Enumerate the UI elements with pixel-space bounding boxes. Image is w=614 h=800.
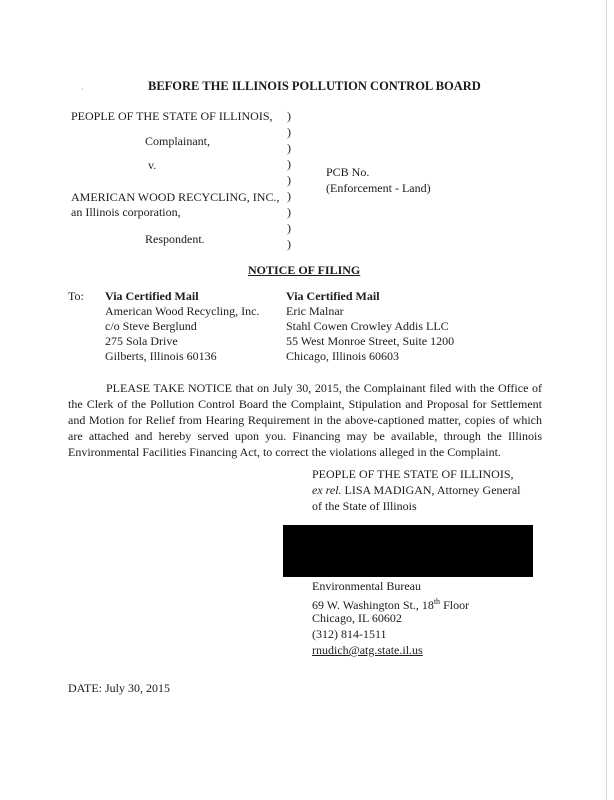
recipient-line: American Wood Recycling, Inc. [105,304,260,318]
notice-title: NOTICE OF FILING [248,263,361,277]
caption-paren: ) [287,141,291,155]
caption-paren: ) [287,109,291,123]
caption-paren: ) [287,189,291,203]
caption-paren: ) [287,157,291,171]
caption-paren: ) [287,205,291,219]
recipient-method: Via Certified Mail [286,289,380,303]
bureau-email-link[interactable]: rnudich@atg.state.il.us [312,643,423,657]
notice-body [68,380,542,460]
board-title: BEFORE THE ILLINOIS POLLUTION CONTROL BOARD [148,79,481,93]
to-label: To: [68,289,84,303]
notice-body-text: PLEASE TAKE NOTICE that on July 30, 2015, the Complainant filed with the Office of the Clerk of the Pollution Control Board the Complaint, Stipulation and Proposal for Settlement and Motion for Relief from Hearing Requirement in the above-captioned matter, copies of which are attached and hereby served upon you. Financing may be available, through the Illinois Environmental Facilities Financing Act, to correct the violations alleged in the Complaint. [68,381,542,459]
recipient-line: Stahl Cowen Crowley Addis LLC [286,319,449,333]
recipient-line: Eric Malnar [286,304,344,318]
pcb-number: PCB No. [326,165,370,179]
bureau-name: Environmental Bureau [312,579,421,593]
redaction-block [283,525,533,577]
recipient-line: 275 Sola Drive [105,334,178,348]
recipient-line: Gilberts, Illinois 60136 [105,349,217,363]
signature-state: of the State of Illinois [312,499,417,513]
respondent-role: Respondent. [145,232,205,246]
caption-paren: ) [287,125,291,139]
caption-paren: ) [287,221,291,235]
respondent-description: an Illinois corporation, [71,205,181,219]
address-ordinal: th [433,597,441,606]
ex-rel-text: ex rel. [312,483,342,497]
page-edge-line [606,0,607,800]
recipient-method: Via Certified Mail [105,289,199,303]
case-type: (Enforcement - Land) [326,181,431,195]
recipient-line: 55 West Monroe Street, Suite 1200 [286,334,455,348]
respondent-name: AMERICAN WOOD RECYCLING, INC., [71,190,280,204]
bureau-city: Chicago, IL 60602 [312,611,402,625]
caption-paren: ) [287,237,291,251]
bureau-phone: (312) 814-1511 [312,627,387,641]
recipient-line: c/o Steve Berglund [105,319,197,333]
versus-label: v. [148,158,157,172]
attorney-general-text: LISA MADIGAN, Attorney General [341,483,521,497]
signature-attorney [312,482,521,498]
complainant-name: PEOPLE OF THE STATE OF ILLINOIS, [71,109,273,123]
filing-date: DATE: July 30, 2015 [68,681,170,695]
complainant-role: Complainant, [145,134,210,148]
signature-party: PEOPLE OF THE STATE OF ILLINOIS, [312,467,514,481]
caption-paren: ) [287,173,291,187]
recipient-line: Chicago, Illinois 60603 [286,349,399,363]
address-street: 69 W. Washington St., 18 [312,598,434,612]
scan-mark: · [81,85,84,94]
address-floor: Floor [440,598,470,612]
